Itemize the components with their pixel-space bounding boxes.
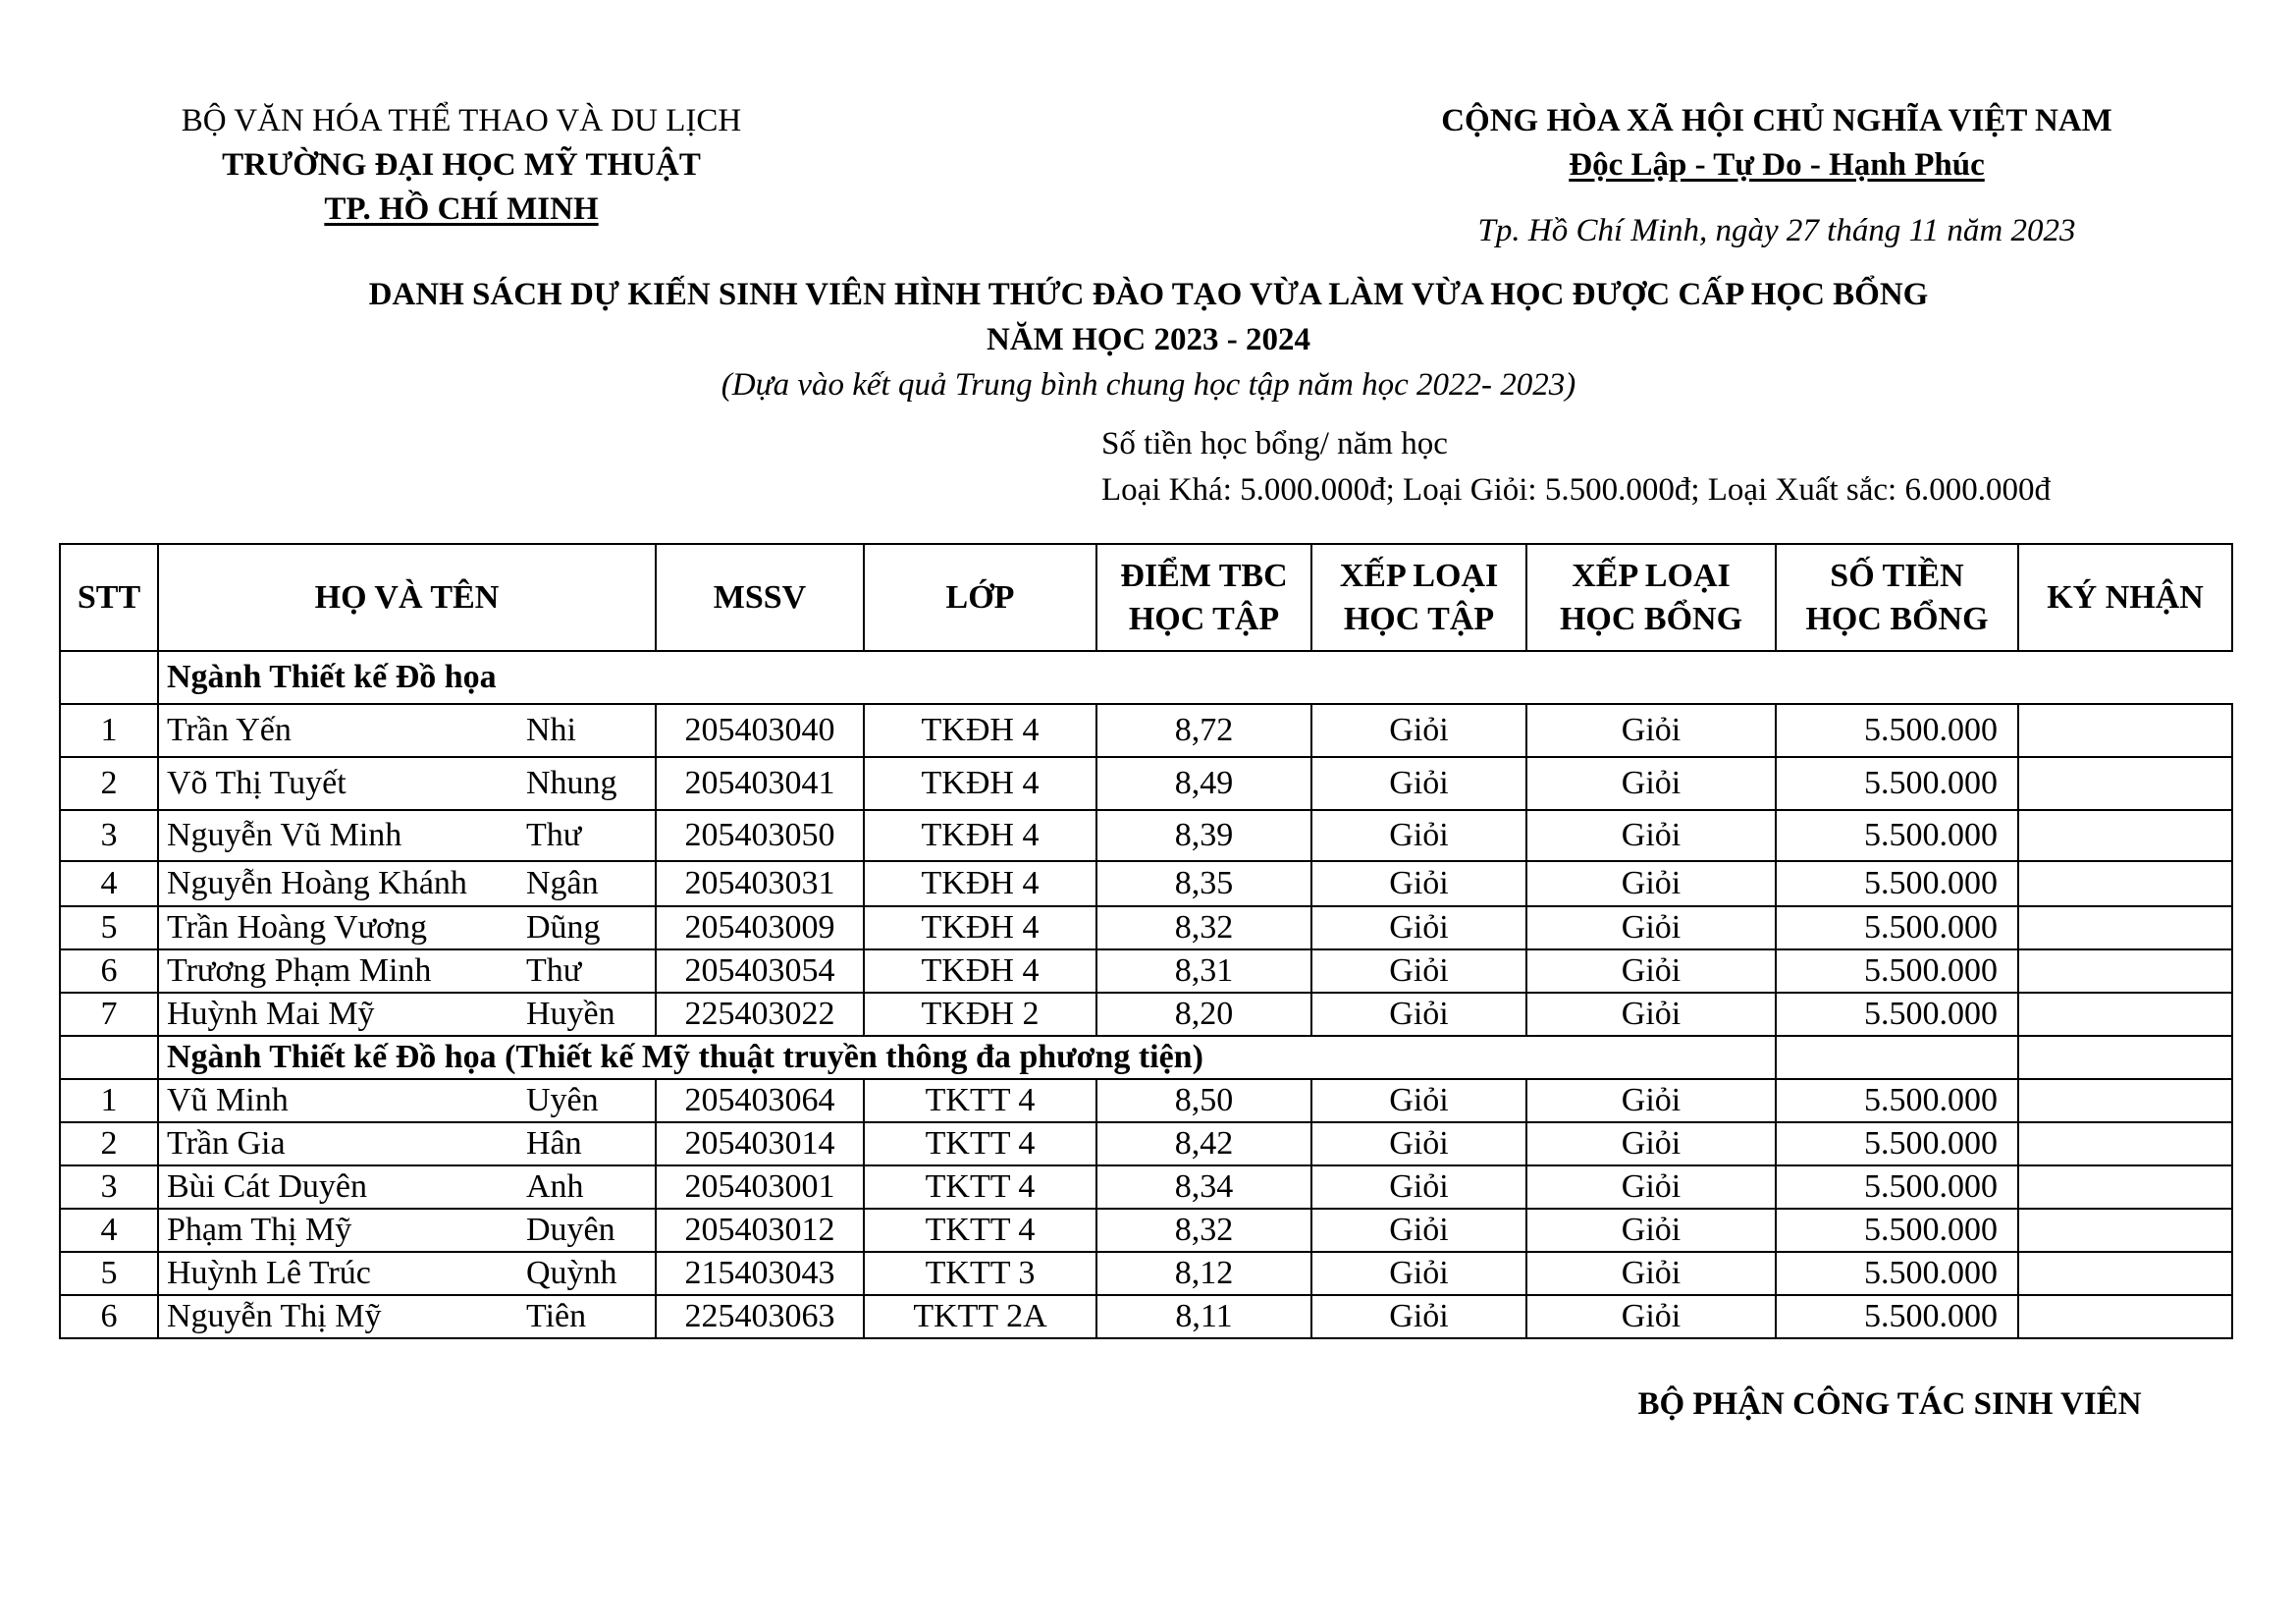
cell-sotien: 5.500.000 [1776, 1165, 2018, 1209]
cell-mssv: 225403063 [656, 1295, 864, 1338]
table-row [60, 993, 2232, 1036]
cell-xl-hoctap: Giỏi [1311, 861, 1526, 906]
scholarship-amount-rates: Loại Khá: 5.000.000đ; Loại Giỏi: 5.500.000đ; Loại Xuất sắc: 6.000.000đ [1101, 472, 2051, 508]
table-body [60, 651, 2232, 1338]
document-date: Tp. Hồ Chí Minh, ngày 27 tháng 11 năm 2023 [1477, 213, 2076, 248]
cell-sotien: 5.500.000 [1776, 704, 2018, 757]
cell-stt: 1 [60, 704, 158, 757]
cell-xl-hoctap: Giỏi [1311, 810, 1526, 861]
header-name: HỌ VÀ TÊN [158, 544, 656, 651]
cell-given-name: Anh [526, 1165, 656, 1209]
cell-given-name: Hân [526, 1122, 656, 1165]
cell-lop: TKĐH 4 [864, 704, 1096, 757]
school-name: TRƯỜNG ĐẠI HỌC MỸ THUẬT [222, 147, 701, 183]
cell-stt: 2 [60, 1122, 158, 1165]
cell-xl-hoctap: Giỏi [1311, 757, 1526, 810]
cell-xl-hoctap: Giỏi [1311, 1122, 1526, 1165]
cell-family-name: Huỳnh Lê Trúc [158, 1252, 526, 1295]
cell-kynhan [2018, 861, 2232, 906]
cell-mssv: 205403031 [656, 861, 864, 906]
table-row [60, 757, 2232, 810]
cell-xl-hocbong: Giỏi [1526, 1295, 1776, 1338]
cell-given-name: Nhi [526, 704, 656, 757]
section-title: Ngành Thiết kế Đồ họa (Thiết kế Mỹ thuật truyền thông đa phương tiện) [158, 1036, 1776, 1079]
cell-xl-hoctap: Giỏi [1311, 1209, 1526, 1252]
header-kynhan: KÝ NHẬN [2018, 544, 2232, 651]
cell-diem: 8,34 [1096, 1165, 1311, 1209]
header-diem-line2: HỌC TẬP [1128, 600, 1280, 637]
cell-xl-hocbong: Giỏi [1526, 757, 1776, 810]
cell-xl-hocbong: Giỏi [1526, 949, 1776, 993]
section-stt-cell [60, 651, 158, 704]
cell-xl-hoctap: Giỏi [1311, 906, 1526, 949]
cell-xl-hocbong: Giỏi [1526, 1079, 1776, 1122]
cell-sotien: 5.500.000 [1776, 993, 2018, 1036]
cell-xl-hocbong: Giỏi [1526, 704, 1776, 757]
cell-xl-hocbong: Giỏi [1526, 1252, 1776, 1295]
cell-mssv: 205403050 [656, 810, 864, 861]
cell-sotien: 5.500.000 [1776, 1295, 2018, 1338]
cell-diem: 8,72 [1096, 704, 1311, 757]
cell-mssv: 205403012 [656, 1209, 864, 1252]
section-amount-cell [1776, 1036, 2018, 1079]
cell-kynhan [2018, 810, 2232, 861]
table-row [60, 1295, 2232, 1338]
signature-department: BỘ PHẬN CÔNG TÁC SINH VIÊN [1637, 1386, 2142, 1422]
cell-stt: 1 [60, 1079, 158, 1122]
header-xl-hocbong-line2: HỌC BỔNG [1559, 600, 1743, 637]
cell-given-name: Uyên [526, 1079, 656, 1122]
cell-given-name: Thư [526, 949, 656, 993]
table-row [60, 1252, 2232, 1295]
cell-lop: TKTT 4 [864, 1165, 1096, 1209]
header-xl-hocbong-line1: XẾP LOẠI [1572, 557, 1731, 594]
header-stt: STT [60, 544, 158, 651]
section-stt-cell [60, 1036, 158, 1079]
cell-mssv: 205403040 [656, 704, 864, 757]
cell-mssv: 205403001 [656, 1165, 864, 1209]
section-row [60, 651, 2232, 704]
cell-family-name: Nguyễn Vũ Minh [158, 810, 526, 861]
cell-lop: TKTT 4 [864, 1209, 1096, 1252]
table-row [60, 906, 2232, 949]
section-sign-cell [2018, 1036, 2232, 1079]
cell-family-name: Vũ Minh [158, 1079, 526, 1122]
cell-mssv: 205403064 [656, 1079, 864, 1122]
cell-family-name: Trương Phạm Minh [158, 949, 526, 993]
cell-diem: 8,35 [1096, 861, 1311, 906]
cell-xl-hocbong: Giỏi [1526, 993, 1776, 1036]
cell-xl-hoctap: Giỏi [1311, 949, 1526, 993]
header-diem [1096, 544, 1311, 651]
header-sotien-line2: HỌC BỔNG [1805, 600, 1989, 637]
city-name: TP. HỒ CHÍ MINH [324, 191, 599, 227]
cell-kynhan [2018, 1295, 2232, 1338]
cell-sotien: 5.500.000 [1776, 949, 2018, 993]
table-row [60, 704, 2232, 757]
cell-lop: TKTT 3 [864, 1252, 1096, 1295]
cell-xl-hoctap: Giỏi [1311, 1079, 1526, 1122]
section-title: Ngành Thiết kế Đồ họa [158, 651, 2232, 704]
cell-xl-hoctap: Giỏi [1311, 1252, 1526, 1295]
cell-diem: 8,31 [1096, 949, 1311, 993]
table-row [60, 949, 2232, 993]
table-row [60, 1209, 2232, 1252]
cell-xl-hocbong: Giỏi [1526, 1209, 1776, 1252]
cell-given-name: Nhung [526, 757, 656, 810]
cell-kynhan [2018, 704, 2232, 757]
cell-given-name: Quỳnh [526, 1252, 656, 1295]
header-diem-line1: ĐIỂM TBC [1120, 557, 1288, 594]
cell-sotien: 5.500.000 [1776, 1079, 2018, 1122]
document-title: DANH SÁCH DỰ KIẾN SINH VIÊN HÌNH THỨC ĐÀO TẠO VỪA LÀM VỪA HỌC ĐƯỢC CẤP HỌC BỔNG [368, 277, 1929, 312]
cell-stt: 3 [60, 1165, 158, 1209]
cell-sotien: 5.500.000 [1776, 1252, 2018, 1295]
cell-stt: 6 [60, 949, 158, 993]
cell-given-name: Dũng [526, 906, 656, 949]
scholarship-amount-label: Số tiền học bổng/ năm học [1101, 426, 1448, 461]
cell-diem: 8,12 [1096, 1252, 1311, 1295]
cell-given-name: Thư [526, 810, 656, 861]
cell-stt: 4 [60, 1209, 158, 1252]
cell-family-name: Huỳnh Mai Mỹ [158, 993, 526, 1036]
cell-stt: 3 [60, 810, 158, 861]
cell-sotien: 5.500.000 [1776, 1209, 2018, 1252]
cell-stt: 4 [60, 861, 158, 906]
cell-family-name: Phạm Thị Mỹ [158, 1209, 526, 1252]
title-subnote: (Dựa vào kết quả Trung bình chung học tập năm học 2022- 2023) [721, 367, 1576, 403]
table-row [60, 1122, 2232, 1165]
school-year: NĂM HỌC 2023 - 2024 [987, 322, 1310, 357]
cell-family-name: Trần Hoàng Vương [158, 906, 526, 949]
cell-lop: TKTT 4 [864, 1079, 1096, 1122]
cell-stt: 5 [60, 906, 158, 949]
cell-sotien: 5.500.000 [1776, 757, 2018, 810]
header-xl-hoctap-line1: XẾP LOẠI [1339, 557, 1499, 594]
section-row [60, 1036, 2232, 1079]
header-sotien-line1: SỐ TIỀN [1830, 557, 1964, 594]
cell-xl-hocbong: Giỏi [1526, 1165, 1776, 1209]
cell-diem: 8,20 [1096, 993, 1311, 1036]
cell-lop: TKĐH 4 [864, 906, 1096, 949]
cell-diem: 8,32 [1096, 906, 1311, 949]
cell-xl-hoctap: Giỏi [1311, 704, 1526, 757]
cell-xl-hocbong: Giỏi [1526, 1122, 1776, 1165]
cell-lop: TKTT 2A [864, 1295, 1096, 1338]
cell-diem: 8,39 [1096, 810, 1311, 861]
cell-mssv: 205403041 [656, 757, 864, 810]
country-name: CỘNG HÒA XÃ HỘI CHỦ NGHĨA VIỆT NAM [1441, 103, 2112, 138]
header-xl-hoctap-line2: HỌC TẬP [1343, 600, 1495, 637]
cell-xl-hocbong: Giỏi [1526, 861, 1776, 906]
cell-kynhan [2018, 1209, 2232, 1252]
cell-xl-hoctap: Giỏi [1311, 1165, 1526, 1209]
cell-family-name: Nguyễn Thị Mỹ [158, 1295, 526, 1338]
cell-stt: 7 [60, 993, 158, 1036]
cell-kynhan [2018, 1252, 2232, 1295]
table-row [60, 861, 2232, 906]
cell-kynhan [2018, 1165, 2232, 1209]
cell-lop: TKĐH 4 [864, 861, 1096, 906]
cell-xl-hoctap: Giỏi [1311, 993, 1526, 1036]
scholarship-table [59, 543, 2233, 1339]
header-mssv: MSSV [656, 544, 864, 651]
cell-lop: TKTT 4 [864, 1122, 1096, 1165]
cell-kynhan [2018, 1122, 2232, 1165]
cell-lop: TKĐH 4 [864, 949, 1096, 993]
cell-diem: 8,11 [1096, 1295, 1311, 1338]
cell-xl-hoctap: Giỏi [1311, 1295, 1526, 1338]
cell-mssv: 215403043 [656, 1252, 864, 1295]
cell-kynhan [2018, 993, 2232, 1036]
cell-given-name: Duyên [526, 1209, 656, 1252]
cell-mssv: 225403022 [656, 993, 864, 1036]
cell-sotien: 5.500.000 [1776, 861, 2018, 906]
header-sotien [1776, 544, 2018, 651]
cell-lop: TKĐH 2 [864, 993, 1096, 1036]
cell-given-name: Huyền [526, 993, 656, 1036]
cell-family-name: Trần Gia [158, 1122, 526, 1165]
cell-kynhan [2018, 949, 2232, 993]
cell-sotien: 5.500.000 [1776, 906, 2018, 949]
table-row [60, 1165, 2232, 1209]
cell-diem: 8,32 [1096, 1209, 1311, 1252]
national-motto: Độc Lập - Tự Do - Hạnh Phúc [1569, 147, 1985, 183]
cell-stt: 2 [60, 757, 158, 810]
cell-xl-hocbong: Giỏi [1526, 810, 1776, 861]
cell-family-name: Bùi Cát Duyên [158, 1165, 526, 1209]
cell-kynhan [2018, 1079, 2232, 1122]
cell-family-name: Nguyễn Hoàng Khánh [158, 861, 526, 906]
cell-mssv: 205403009 [656, 906, 864, 949]
cell-mssv: 205403014 [656, 1122, 864, 1165]
table-row [60, 810, 2232, 861]
table-row [60, 1079, 2232, 1122]
cell-lop: TKĐH 4 [864, 810, 1096, 861]
cell-xl-hocbong: Giỏi [1526, 906, 1776, 949]
cell-given-name: Tiên [526, 1295, 656, 1338]
cell-diem: 8,49 [1096, 757, 1311, 810]
cell-family-name: Võ Thị Tuyết [158, 757, 526, 810]
ministry-name: BỘ VĂN HÓA THỂ THAO VÀ DU LỊCH [181, 103, 742, 138]
cell-sotien: 5.500.000 [1776, 1122, 2018, 1165]
cell-lop: TKĐH 4 [864, 757, 1096, 810]
header-lop: LỚP [864, 544, 1096, 651]
cell-stt: 5 [60, 1252, 158, 1295]
cell-sotien: 5.500.000 [1776, 810, 2018, 861]
cell-kynhan [2018, 906, 2232, 949]
cell-diem: 8,42 [1096, 1122, 1311, 1165]
table-header-row [60, 544, 2232, 651]
cell-given-name: Ngân [526, 861, 656, 906]
cell-mssv: 205403054 [656, 949, 864, 993]
cell-stt: 6 [60, 1295, 158, 1338]
header-xl-hoctap [1311, 544, 1526, 651]
cell-kynhan [2018, 757, 2232, 810]
cell-family-name: Trần Yến [158, 704, 526, 757]
header-xl-hocbong [1526, 544, 1776, 651]
cell-diem: 8,50 [1096, 1079, 1311, 1122]
